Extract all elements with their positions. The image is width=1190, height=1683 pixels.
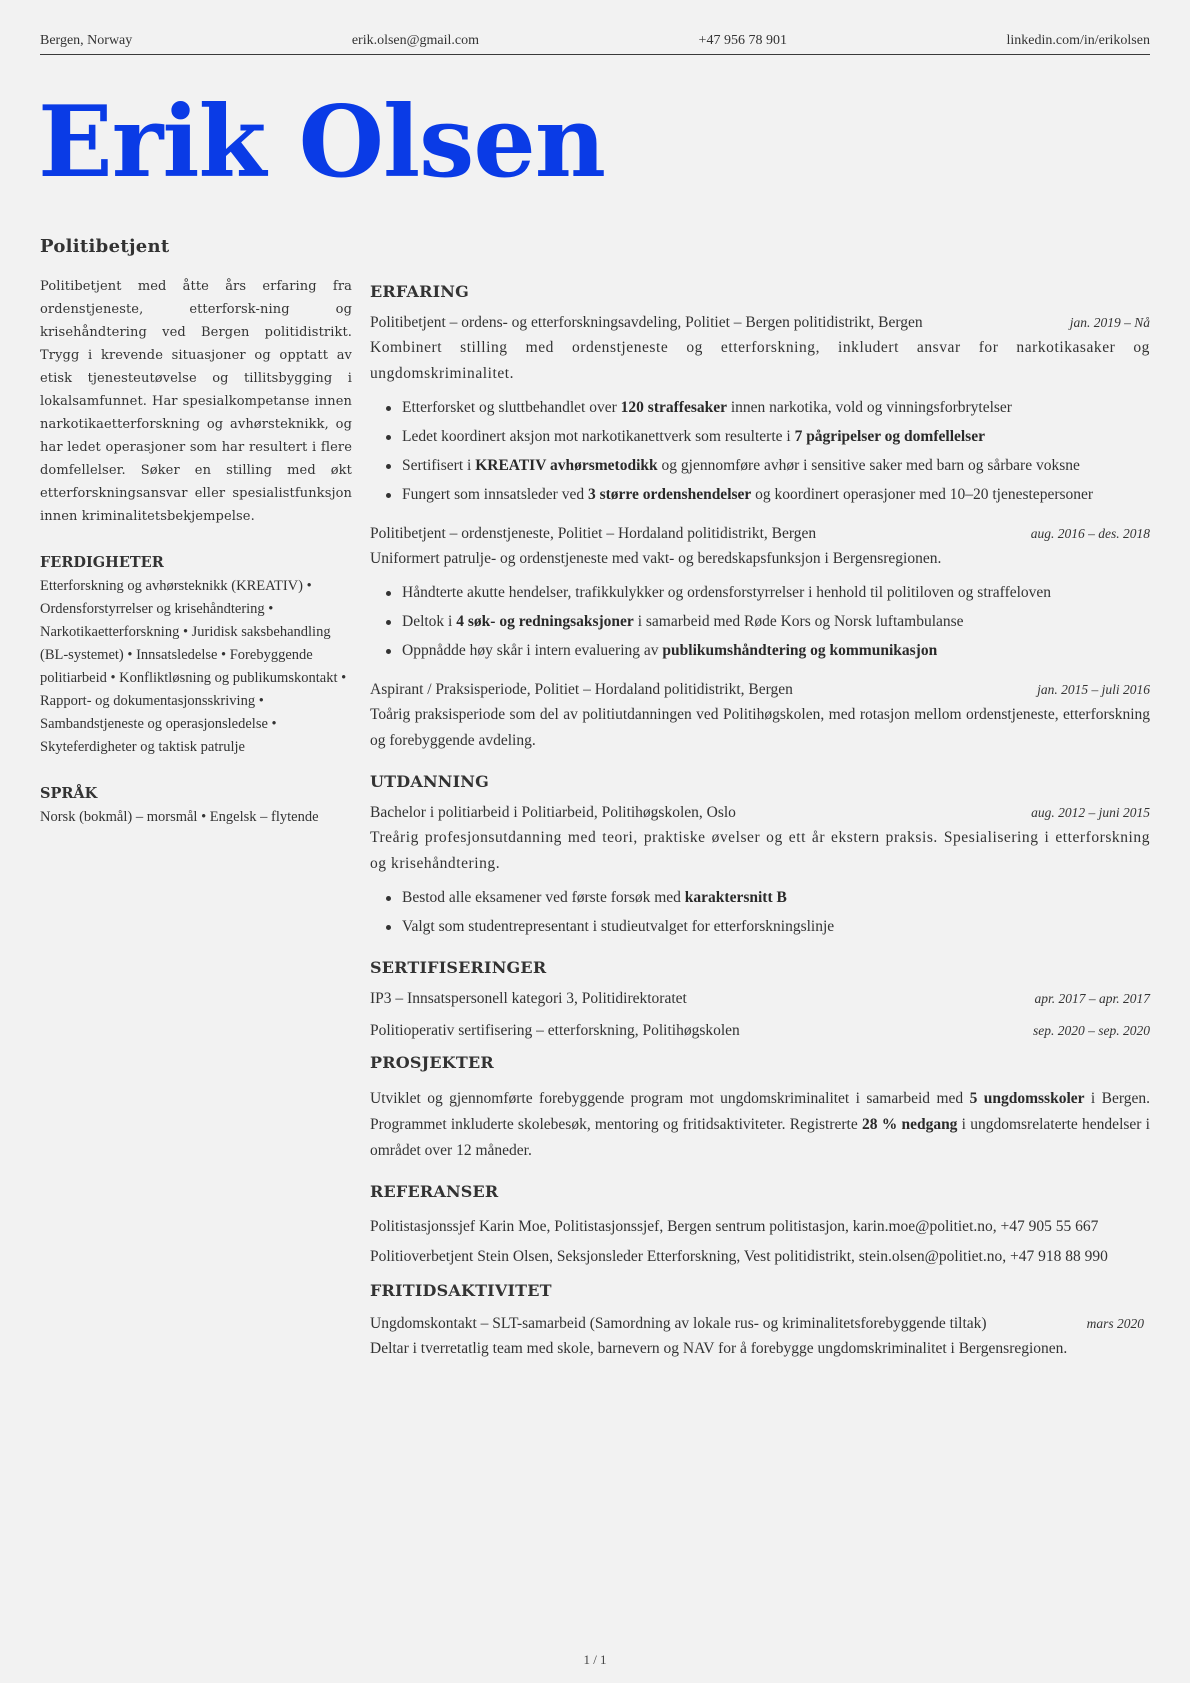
entry-date: aug. 2016 – des. 2018 <box>1030 526 1150 541</box>
reference-entry: Politioverbetjent Stein Olsen, Seksjonsleder Etterforskning, Vest politidistrikt, stein.olsen@politiet.no, +47 918 88 990 <box>370 1248 1108 1265</box>
page-number: 1 / 1 <box>583 1652 607 1667</box>
entry-description: Toårig praksisperiode som del av politiutdanningen ved Politihøgskolen, med rotasjon mellom ordenstjeneste, etterforskning og forebyggende avdeling. <box>370 706 1150 749</box>
references-heading: REFERANSER <box>370 1182 499 1201</box>
bullet-item: Sertifisert i KREATIV avhørsmetodikk og gjennomføre avhør i sensitive saker med barn og sårbare voksne <box>370 453 1150 479</box>
experience-entry <box>370 311 1150 508</box>
contact-bar <box>40 33 1150 55</box>
projects-section <box>370 1053 1150 1164</box>
bullet-item: Håndterte akutte hendelser, trafikkulykker og ordensforstyrrelser i henhold til politiloven og straffeloven <box>370 580 1150 606</box>
projects-heading: PROSJEKTER <box>370 1053 494 1072</box>
entry-date: sep. 2020 – sep. 2020 <box>1033 1023 1150 1038</box>
bullet-item: Valgt som studentrepresentant i studieutvalget for etterforskningslinje <box>370 914 1150 940</box>
reference-entry: Politistasjonssjef Karin Moe, Politistasjonssjef, Bergen sentrum politistasjon, karin.moe@politiet.no, +47 905 55 667 <box>370 1218 1099 1235</box>
job-title: Politibetjent <box>40 236 170 257</box>
certification-entry <box>370 987 1150 1011</box>
entry-date: apr. 2017 – apr. 2017 <box>1034 991 1150 1006</box>
entry-title: Politibetjent – ordenstjeneste, Politiet – Hordaland politidistrikt, Bergen <box>370 525 817 542</box>
right-column <box>370 282 1150 1380</box>
skills-heading: FERDIGHETER <box>40 554 164 571</box>
entry-title: Politibetjent – ordens- og etterforskningsavdeling, Politiet – Bergen politidistrikt, Bergen <box>370 314 923 331</box>
entry-title: IP3 – Innsatspersonell kategori 3, Politidirektoratet <box>370 990 687 1007</box>
experience-section <box>370 282 1150 754</box>
leisure-entry <box>370 1312 1150 1336</box>
left-column <box>40 236 352 829</box>
entry-description: Treårig profesjonsutdanning med teori, praktiske øvelser og ett år ekstern praksis. Spesialisering i etterforskning og krisehåndtering. <box>370 829 1150 872</box>
contact-email[interactable]: erik.olsen@gmail.com <box>351 33 480 48</box>
entry-description: Kombinert stilling med ordenstjeneste og etterforskning, inkludert ansvar for narkotikasaker og ungdomskriminalitet. <box>370 339 1150 382</box>
entry-title: Aspirant / Praksisperiode, Politiet – Hordaland politidistrikt, Bergen <box>370 681 793 698</box>
entry-title: Bachelor i politiarbeid i Politiarbeid, Politihøgskolen, Oslo <box>370 804 736 821</box>
entry-title: Politioperativ sertifisering – etterforskning, Politihøgskolen <box>370 1022 740 1039</box>
profile-summary: Politibetjent med åtte års erfaring fra ordenstjeneste, etterforsk-ning og krisehåndtering ved Bergen politidistrikt. Trygg i krevende situasjoner og opptatt av etisk tjenesteutøvelse og tillitsbygging i lokalsamfunnet. Har spesialkompetanse innen narkotikaetterforskning og avhørsteknikk, og har ledet operasjoner som har resultert i flere domfellelser. Søker en stilling med økt etterforskningsansvar eller spesialistfunksjon innen kriminalitetsbekjempelse. <box>40 279 352 524</box>
education-entry <box>370 801 1150 940</box>
bullet-item: Deltok i 4 søk- og redningsaksjoner i samarbeid med Røde Kors og Norsk luftambulanse <box>370 609 1150 635</box>
entry-description: Deltar i tverretatlig team med skole, barnevern og NAV for å forebygge ungdomskriminalitet i Bergensregionen. <box>370 1340 1068 1357</box>
candidate-name: Erik Olsen <box>38 85 605 200</box>
education-section <box>370 772 1150 940</box>
skills-list: Etterforskning og avhørsteknikk (KREATIV) • Ordensforstyrrelser og krisehåndtering • Narkotikaetterforskning • Juridisk saksbehandling (BL-systemet) • Innsatsledelse • Forebyggende politiarbeid • Konfliktløsning og publikumskontakt • Rapport- og dokumentasjonsskriving • Sambandstjeneste og operasjonsledelse • Skyteferdigheter og taktisk patrulje <box>40 578 347 755</box>
bullet-item: Fungert som innsatsleder ved 3 større ordenshendelser og koordinert operasjoner med 10–20 tjenestepersoner <box>370 482 1150 508</box>
references-section <box>370 1182 1150 1271</box>
entry-date: jan. 2019 – Nå <box>1069 315 1150 330</box>
entry-date: mars 2020 <box>1086 1316 1144 1331</box>
entry-date: aug. 2012 – juni 2015 <box>1031 805 1150 820</box>
leisure-heading: FRITIDSAKTIVITET <box>370 1281 552 1300</box>
entry-description: Uniformert patrulje- og ordenstjeneste med vakt- og beredskapsfunksjon i Bergensregionen. <box>370 550 942 567</box>
experience-entry <box>370 522 1150 664</box>
bullet-item: Ledet koordinert aksjon mot narkotikanettverk som resulterte i 7 pågripelser og domfellelser <box>370 424 1150 450</box>
project-description: Utviklet og gjennomførte forebyggende program mot ungdomskriminalitet i samarbeid med 5 ungdomsskoler i Bergen. Programmet inkluderte skolebesøk, mentoring og fritidsaktiviteter. Registrerte 28 % nedgang i ungdomsrelaterte hendelser i området over 12 måneder. <box>370 1090 1150 1159</box>
bullet-item: Etterforsket og sluttbehandlet over 120 straffesaker innen narkotika, vold og vinningsforbrytelser <box>370 395 1150 421</box>
certifications-section <box>370 958 1150 1043</box>
leisure-section <box>370 1281 1150 1362</box>
certification-entry <box>370 1019 1150 1043</box>
education-heading: UTDANNING <box>370 772 489 791</box>
entry-title: Ungdomskontakt – SLT-samarbeid (Samordning av lokale rus- og kriminalitetsforebyggende tiltak) <box>370 1315 987 1332</box>
languages-heading: SPRÅK <box>40 785 98 802</box>
experience-entry <box>370 678 1150 754</box>
bullet-item: Oppnådde høy skår i intern evaluering av publikumshåndtering og kommunikasjon <box>370 638 1150 664</box>
contact-phone[interactable]: +47 956 78 901 <box>698 33 787 48</box>
contact-location: Bergen, Norway <box>40 33 133 48</box>
bullet-item: Bestod alle eksamener ved første forsøk med karaktersnitt B <box>370 885 1150 911</box>
certifications-heading: SERTIFISERINGER <box>370 958 547 977</box>
resume-page <box>40 0 1150 1683</box>
experience-heading: ERFARING <box>370 282 469 301</box>
languages-list: Norsk (bokmål) – morsmål • Engelsk – flytende <box>40 809 319 825</box>
entry-date: jan. 2015 – juli 2016 <box>1037 682 1150 697</box>
contact-linkedin[interactable]: linkedin.com/in/erikolsen <box>1006 33 1150 48</box>
